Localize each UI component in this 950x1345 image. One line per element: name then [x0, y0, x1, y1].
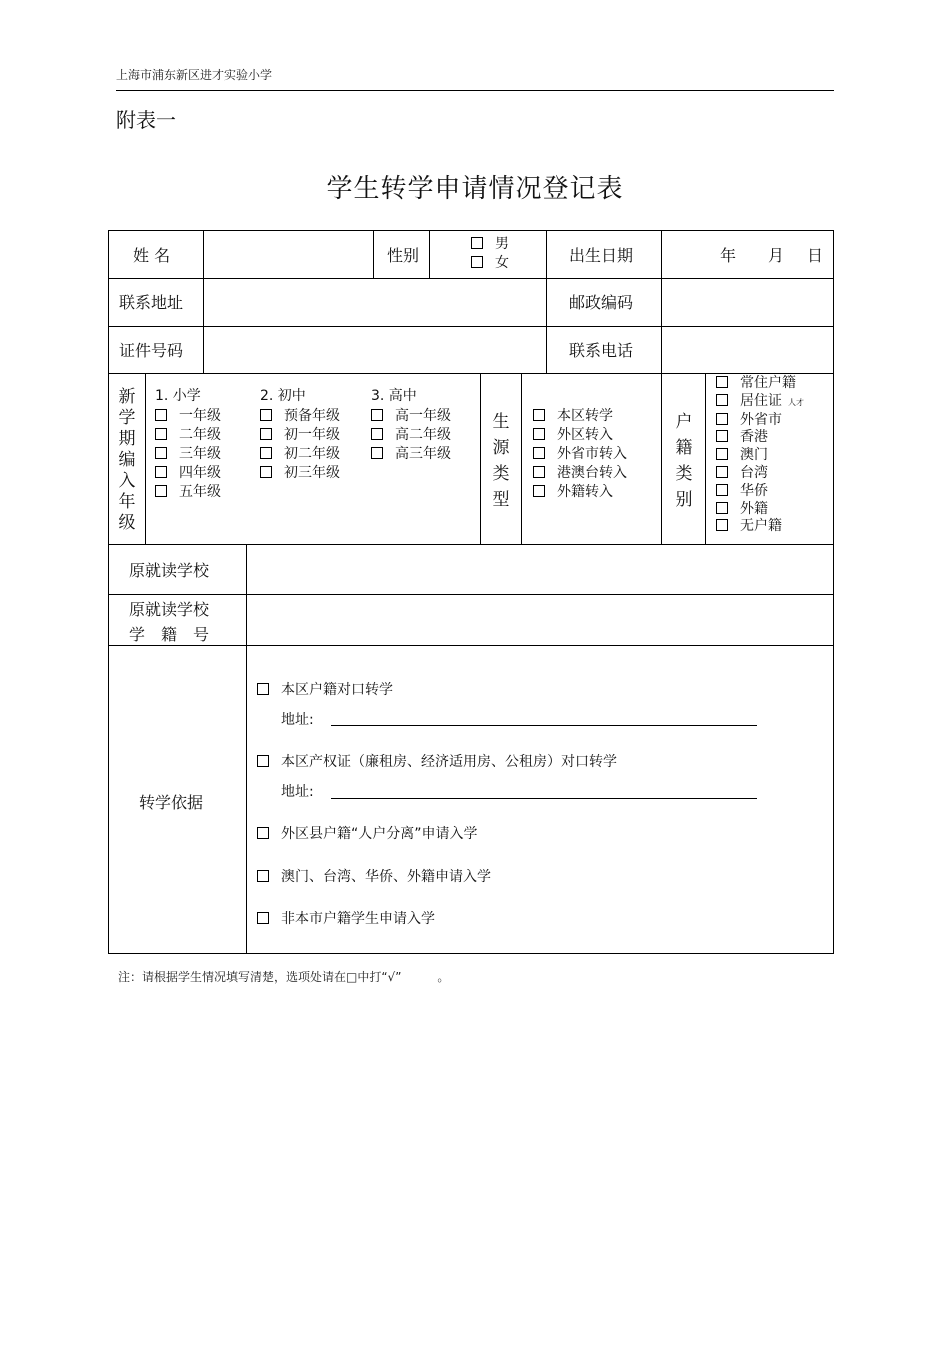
row-divider	[109, 594, 833, 595]
checkbox-icon[interactable]	[260, 409, 272, 421]
address-label: 地址:	[281, 784, 314, 800]
checkbox-icon[interactable]	[716, 430, 728, 442]
checkbox-icon[interactable]	[533, 447, 545, 459]
checkbox-icon[interactable]	[716, 376, 728, 388]
household-option[interactable]: 外籍	[716, 501, 804, 519]
col-divider	[705, 373, 706, 544]
row-divider	[109, 645, 833, 646]
basis-option-nonlocal[interactable]: 非本市户籍学生申请入学	[257, 908, 435, 928]
basis-option-overseas[interactable]: 澳门、台湾、华侨、外籍申请入学	[257, 866, 491, 886]
household-option[interactable]: 澳门	[716, 447, 804, 465]
household-option[interactable]: 外省市	[716, 412, 804, 430]
checkbox-icon[interactable]	[371, 409, 383, 421]
checkbox-icon[interactable]	[155, 409, 167, 421]
id-number-field[interactable]	[205, 328, 544, 371]
student-id-field[interactable]	[248, 596, 832, 644]
checkbox-icon[interactable]	[155, 447, 167, 459]
birth-year-label: 年	[720, 246, 737, 265]
col-divider	[145, 373, 146, 544]
household-option[interactable]: 华侨	[716, 483, 804, 501]
residence-note: 人才	[788, 397, 804, 407]
grade-option[interactable]: 初二年级	[260, 445, 340, 464]
col-divider	[480, 373, 481, 544]
previous-school-id-label-line2: 学 籍 号	[129, 625, 210, 644]
previous-school-label: 原就读学校	[129, 561, 210, 580]
source-option[interactable]: 外籍转入	[533, 483, 627, 502]
checkbox-icon[interactable]	[155, 428, 167, 440]
postcode-label: 邮政编码	[569, 293, 634, 312]
address-line[interactable]	[331, 725, 757, 726]
source-option[interactable]: 港澳台转入	[533, 464, 627, 483]
checkbox-icon[interactable]	[533, 409, 545, 421]
address-label: 联系地址	[119, 293, 184, 312]
checkbox-icon[interactable]	[716, 466, 728, 478]
source-type-group	[533, 407, 627, 502]
household-option[interactable]: 台湾	[716, 465, 804, 483]
grade-option[interactable]: 初一年级	[260, 426, 340, 445]
household-option[interactable]: 无户籍	[716, 518, 804, 536]
checkbox-icon[interactable]	[371, 447, 383, 459]
phone-label: 联系电话	[569, 341, 634, 360]
household-option[interactable]: 常住户籍	[716, 375, 804, 393]
checkbox-icon[interactable]	[716, 413, 728, 425]
postcode-field[interactable]	[663, 280, 831, 324]
checkbox-icon[interactable]	[471, 256, 483, 268]
col-divider	[373, 231, 374, 278]
checkbox-icon[interactable]	[716, 484, 728, 496]
checkbox-icon[interactable]	[716, 448, 728, 460]
col-divider	[661, 373, 662, 544]
checkbox-icon[interactable]	[716, 502, 728, 514]
birth-day-label: 日	[807, 246, 824, 265]
high-title: 3. 高中	[371, 388, 417, 404]
col-divider	[661, 231, 662, 373]
checkbox-icon[interactable]	[533, 485, 545, 497]
footnote: 注：请根据学生情况填写清楚，选项处请在□中打“√” 。	[118, 970, 450, 984]
household-type-group	[716, 375, 804, 536]
col-divider	[203, 231, 204, 326]
previous-school-field[interactable]	[248, 546, 832, 593]
grade-option[interactable]: 四年级	[155, 464, 221, 483]
birth-date-label: 出生日期	[569, 246, 634, 265]
col-divider	[246, 544, 247, 954]
grade-option[interactable]: 一年级	[155, 407, 221, 426]
grade-option[interactable]: 初三年级	[260, 464, 340, 483]
checkbox-icon[interactable]	[257, 827, 269, 839]
checkbox-icon[interactable]	[257, 912, 269, 924]
name-label: 姓 名	[133, 246, 171, 265]
source-option[interactable]: 本区转学	[533, 407, 627, 426]
address-label: 地址:	[281, 712, 314, 728]
address-field[interactable]	[205, 280, 544, 324]
primary-title: 1. 小学	[155, 388, 201, 404]
source-type-label: 生源类型	[492, 412, 510, 510]
basis-option-property[interactable]: 本区产权证（廉租房、经济适用房、公租房）对口转学	[257, 751, 617, 771]
row-divider	[109, 544, 833, 545]
gender-male-option[interactable]: 男	[471, 233, 509, 253]
gender-female-option[interactable]: 女	[471, 252, 509, 272]
registration-form	[108, 230, 834, 954]
row-divider	[109, 326, 833, 327]
col-divider	[521, 373, 522, 544]
grade-option[interactable]: 预备年级	[260, 407, 340, 426]
grade-option[interactable]: 高二年级	[371, 426, 451, 445]
checkbox-icon[interactable]	[716, 519, 728, 531]
grade-option[interactable]: 高三年级	[371, 445, 451, 464]
primary-grade-group	[155, 387, 221, 502]
household-type-label: 户籍类别	[675, 412, 693, 510]
attachment-label: 附表一	[116, 108, 176, 132]
address-line[interactable]	[331, 798, 757, 799]
col-divider	[429, 231, 430, 278]
basis-option-separated[interactable]: 外区县户籍“人户分离”申请入学	[257, 823, 478, 843]
form-title: 学生转学申请情况登记表	[326, 174, 624, 204]
birth-month-label: 月	[768, 246, 785, 265]
row-divider	[109, 373, 833, 374]
checkbox-icon[interactable]	[533, 466, 545, 478]
checkbox-icon[interactable]	[155, 466, 167, 478]
header-school-name: 上海市浦东新区进才实验小学	[116, 68, 273, 82]
checkbox-icon[interactable]	[155, 485, 167, 497]
gender-label: 性别	[387, 246, 420, 265]
header-divider	[116, 90, 834, 91]
household-option[interactable]: 居住证 人才	[716, 393, 804, 412]
checkbox-icon[interactable]	[260, 428, 272, 440]
checkbox-icon[interactable]	[371, 428, 383, 440]
checkbox-icon[interactable]	[260, 466, 272, 478]
high-grade-group	[371, 387, 451, 464]
grade-option[interactable]: 高一年级	[371, 407, 451, 426]
grade-label: 新学期编入年级	[118, 387, 136, 533]
source-option[interactable]: 外区转入	[533, 426, 627, 445]
checkbox-icon[interactable]	[471, 237, 483, 249]
household-option[interactable]: 香港	[716, 429, 804, 447]
checkbox-icon[interactable]	[533, 428, 545, 440]
checkbox-icon[interactable]	[716, 394, 728, 406]
checkbox-icon[interactable]	[257, 683, 269, 695]
grade-option[interactable]: 三年级	[155, 445, 221, 464]
checkbox-icon[interactable]	[260, 447, 272, 459]
name-field[interactable]	[205, 233, 371, 276]
checkbox-icon[interactable]	[257, 755, 269, 767]
grade-option[interactable]: 五年级	[155, 483, 221, 502]
source-option[interactable]: 外省市转入	[533, 445, 627, 464]
middle-title: 2. 初中	[260, 388, 306, 404]
col-divider	[546, 231, 547, 373]
transfer-basis-label: 转学依据	[139, 793, 204, 812]
basis-option-local-household[interactable]: 本区户籍对口转学	[257, 679, 393, 699]
checkbox-icon[interactable]	[257, 870, 269, 882]
phone-field[interactable]	[663, 328, 831, 371]
row-divider	[109, 278, 833, 279]
id-number-label: 证件号码	[119, 341, 184, 360]
previous-school-id-label-line1: 原就读学校	[129, 600, 210, 619]
grade-option[interactable]: 二年级	[155, 426, 221, 445]
col-divider	[203, 326, 204, 373]
middle-grade-group	[260, 387, 340, 483]
